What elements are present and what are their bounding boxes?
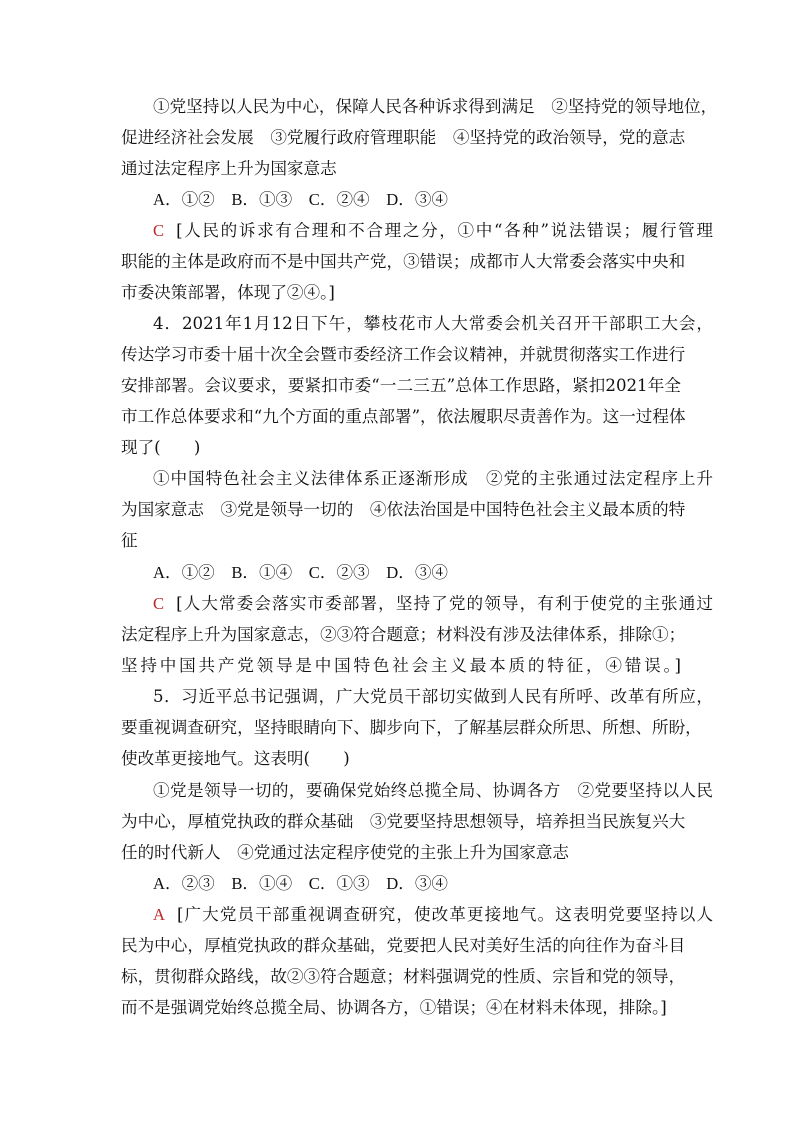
q4-explanation-line: 法定程序上升为国家意志，②③符合题意；材料没有涉及法律体系，排除①； xyxy=(121,625,686,644)
q4-options: A．①② B．①④ C．②③ D．③④ xyxy=(153,563,449,582)
q5-explanation-line: 民为中心，厚植党执政的群众基础，党要把人民对美好生活的向往作为奋斗目 xyxy=(121,936,686,955)
q3-statement-line: ①党坚持以人民为中心，保障人民各种诉求得到满足 ②坚持党的领导地位， xyxy=(153,97,718,116)
q5-explanation-text: [广大党员干部重视调查研究，使改革更接地气。这表明党要坚持以人 xyxy=(176,905,713,924)
q3-options: A．①② B．①③ C．②④ D．③④ xyxy=(153,190,449,209)
q4-stem-line: 传达学习市委十届十次全会暨市委经济工作会议精神，并就贯彻落实工作进行 xyxy=(121,345,686,364)
q3-statement-line: 通过法定程序上升为国家意志 xyxy=(121,159,337,178)
q3-explanation-line: 职能的主体是政府而不是中国共产党，③错误；成都市人大常委会落实中央和 xyxy=(121,252,686,271)
q4-statement-line: 为国家意志 ③党是领导一切的 ④依法治国是中国特色社会主义最本质的特 xyxy=(121,500,686,519)
q5-answer: A xyxy=(153,905,165,924)
q4-statement-line: ①中国特色社会主义法律体系正逐渐形成 ②党的主张通过法定程序上升 xyxy=(153,469,713,488)
q3-statement-line: 促进经济社会发展 ③党履行政府管理职能 ④坚持党的政治领导，党的意志 xyxy=(121,128,686,147)
q5-stem-line: 使改革更接地气。这表明( ) xyxy=(121,749,350,768)
q4-explanation-text: [人大常委会落实市委部署，坚持了党的领导，有利于使党的主张通过 xyxy=(176,594,713,613)
q4-explanation-line xyxy=(153,593,713,615)
q4-stem-line: 现了( ) xyxy=(121,438,201,457)
q3-answer: C xyxy=(153,221,165,240)
q5-explanation-line xyxy=(153,904,713,926)
q3-explanation-line xyxy=(153,220,713,242)
q5-explanation-line: 标，贯彻群众路线，故②③符合题意；材料强调党的性质、宗旨和党的领导， xyxy=(121,967,686,986)
q4-stem-line: 安排部署。会议要求，要紧扣市委“一二三五”总体工作思路，紧扣2021年全 xyxy=(121,376,681,395)
q5-statement-line: 为中心，厚植党执政的群众基础 ③党要坚持思想领导，培养担当民族复兴大 xyxy=(121,812,686,831)
q4-explanation-line: 坚持中国共产党领导是中国特色社会主义最本质的特征，④错误。] xyxy=(121,656,681,675)
q5-stem-line: 5．习近平总书记强调，广大党员干部切实做到人民有所呼、改革有所应， xyxy=(153,687,713,706)
q4-statement-line: 征 xyxy=(121,531,138,550)
q3-explanation-text: [人民的诉求有合理和不合理之分，①中“各种”说法错误；履行管理 xyxy=(176,221,713,240)
q5-statement-line: 任的时代新人 ④党通过法定程序使党的主张上升为国家意志 xyxy=(121,843,570,862)
q4-stem-line: 4．2021年1月12日下午，攀枝花市人大常委会机关召开干部职工大会， xyxy=(153,314,713,333)
q3-explanation-line: 市委决策部署，体现了②④。] xyxy=(121,283,335,302)
q4-answer: C xyxy=(153,594,165,613)
q5-options: A．②③ B．①④ C．①③ D．③④ xyxy=(153,874,449,893)
q5-explanation-line: 而不是强调党始终总揽全局、协调各方，①错误；④在材料未体现，排除。] xyxy=(121,998,667,1017)
q5-stem-line: 要重视调查研究，坚持眼睛向下、脚步向下，了解基层群众所思、所想、所盼， xyxy=(121,718,702,737)
q5-statement-line: ①党是领导一切的，要确保党始终总揽全局、协调各方 ②党要坚持以人民 xyxy=(153,781,713,800)
q4-stem-line: 市工作总体要求和“九个方面的重点部署”，依法履职尽责善作为。这一过程体 xyxy=(121,407,686,426)
